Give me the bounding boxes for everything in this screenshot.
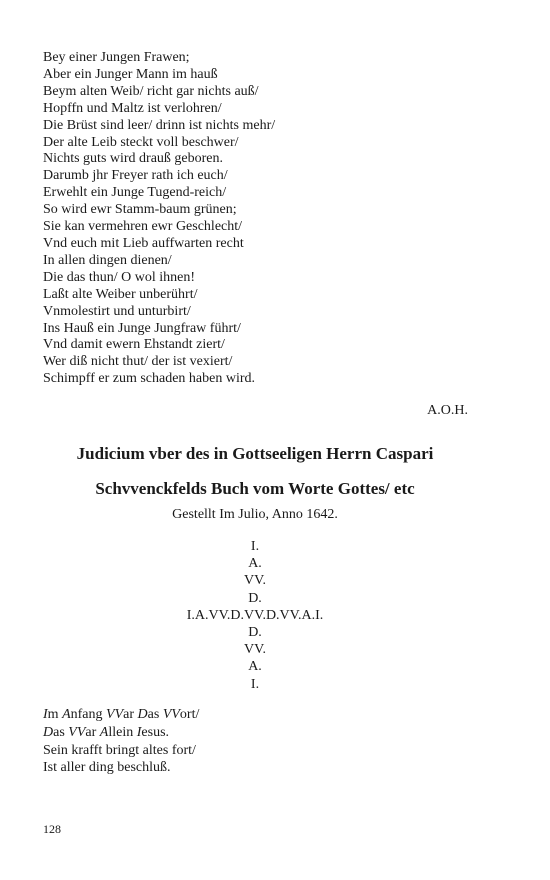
verse-text: as [147,707,163,722]
italic-letter: I [43,707,48,722]
verse-line [43,706,199,724]
poem [43,50,275,388]
poem-line: Beym alten Weib/ richt gar nichts auß/ [43,83,259,99]
poem-line: Aber ein Junger Mann im hauß [43,66,218,82]
italic-letter: A [99,724,109,740]
section-heading-line-2: Schvvenckfelds Buch vom Worte Gottes/ etc [95,479,415,498]
verse-line: Ist aller ding beschluß. [43,760,171,776]
poem-line: Vnmolestirt und unturbirt/ [43,303,191,319]
verse-line [43,724,199,742]
italic-letter: A [62,707,71,722]
acrostic-row: D. [248,590,262,606]
italic-letter: I [136,724,142,740]
poem-line: Vnd euch mit Lieb auffwarten recht [43,235,244,251]
poem-line: In allen dingen dienen/ [43,252,172,268]
italic-letter: D [43,724,54,740]
poem-line: Laßt alte Weiber unberührt/ [43,286,198,302]
acrostic-row: A. [248,556,262,572]
poem-line: So wird ewr Stamm-baum grünen; [43,202,237,218]
acrostic-cross [0,538,510,693]
verse-text: llein [108,724,137,740]
poem-line: Schimpff er zum schaden haben wird. [43,371,256,387]
poem-line: Nichts guts wird drauß geboren. [43,151,224,167]
poem-line: Wer diß nicht thut/ der ist vexiert/ [43,354,233,370]
acrostic-row: VV. [244,642,266,658]
verse-text: esus. [141,724,170,740]
verse-text: ar [123,707,138,722]
poem-line: Vnd damit ewern Ehstandt ziert/ [43,337,225,353]
verse-text: ort/ [179,707,200,722]
poem-line: Sie kan vermehren ewr Geschlecht/ [43,219,243,235]
poem-line: Erwehlt ein Junge Tugend-reich/ [43,185,227,201]
italic-letter: VV [162,707,180,722]
section-heading-line-1: Judicium vber des in Gottseeligen Herrn Caspari [76,444,434,463]
verse-text: as [53,724,69,740]
italic-letter: VV [106,707,124,722]
poem-line: Ins Hauß ein Junge Jungfraw führt/ [43,320,241,336]
verse-line: Sein krafft bringt altes fort/ [43,742,196,758]
acrostic-row: A. [248,659,262,675]
poem-line: Die das thun/ O wol ihnen! [43,269,196,285]
acrostic-row: I. [250,676,260,692]
poem-line: Bey einer Jungen Frawen; [43,50,190,65]
verse [43,706,199,777]
poem-line: Hopffn und Maltz ist verlohren/ [43,100,222,116]
verse-text: nfang [70,707,107,722]
italic-letter: D [137,707,148,722]
dateline: Gestellt Im Julio, Anno 1642. [172,507,338,522]
page-number: 128 [43,822,61,836]
verse-text: ar [85,724,100,740]
verse-text: m [47,707,63,722]
poem-line: Die Brüst sind leer/ drinn ist nichts mehr/ [43,117,276,133]
poem-line: Der alte Leib steckt voll beschwer/ [43,134,239,150]
acrostic-row: D. [248,625,262,641]
acrostic-center-row: I.A.VV.D.VV.D.VV.A.I. [186,607,324,623]
italic-letter: VV [68,724,86,740]
author-signature: A.O.H. [427,403,468,418]
acrostic-row: VV. [244,573,266,589]
poem-line: Darumb jhr Freyer rath ich euch/ [43,168,228,184]
acrostic-row: I. [250,539,260,554]
